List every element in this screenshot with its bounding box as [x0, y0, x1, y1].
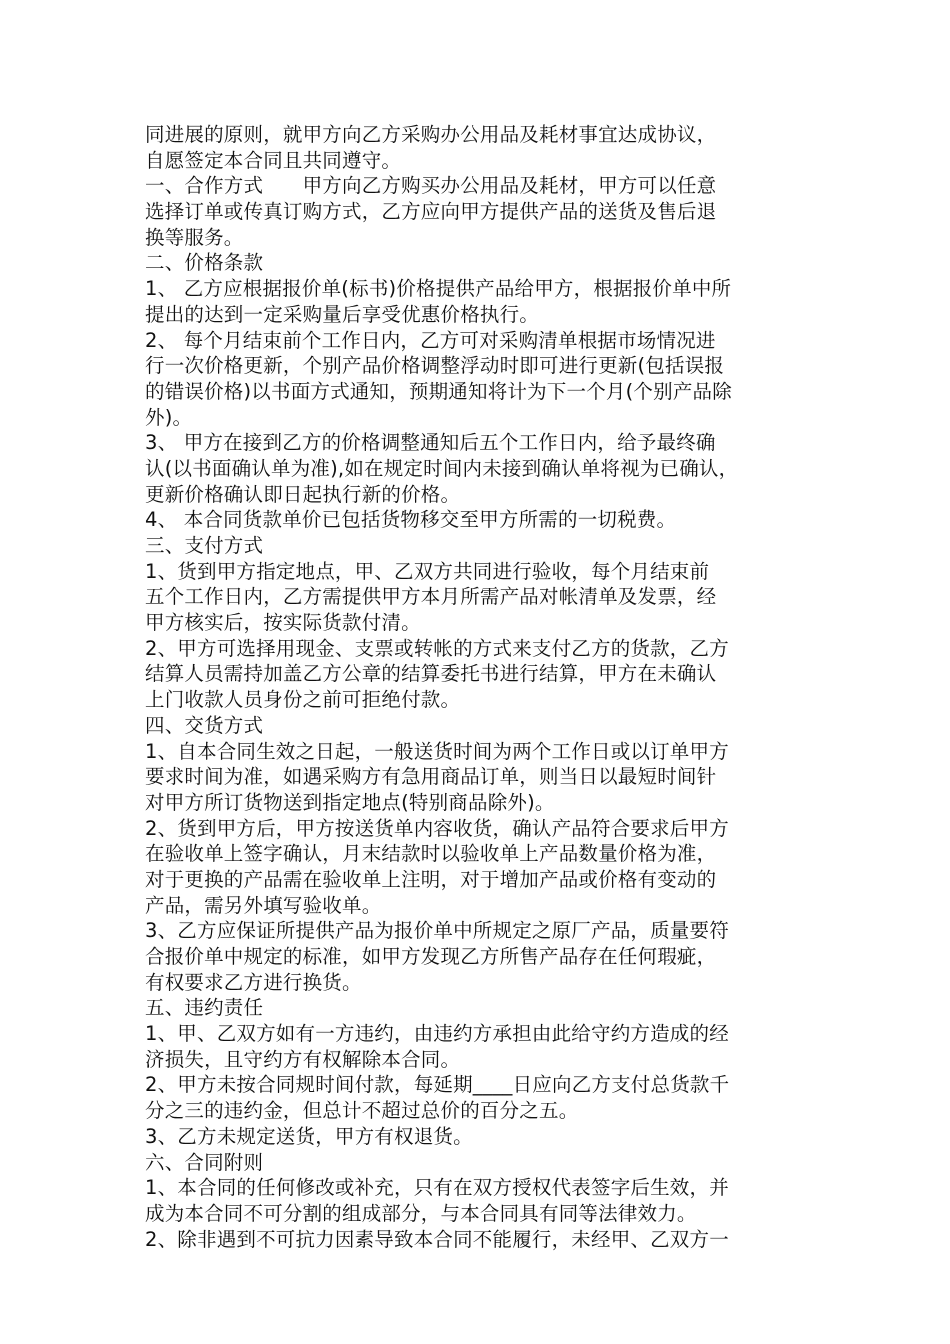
text-line: 1、甲、乙双方如有一方违约，由违约方承担由此给守约方造成的经	[145, 1022, 729, 1046]
text-line: 选择订单或传真订购方式，乙方应向甲方提供产品的送货及售后退	[145, 200, 717, 224]
text-line: 成为本合同不可分割的组成部分，与本合同具有同等法律效力。	[145, 1201, 697, 1225]
text-line: 自愿签定本合同且共同遵守。	[145, 148, 402, 172]
text-line: 2、货到甲方后，甲方按送货单内容收货，确认产品符合要求后甲方	[145, 816, 729, 840]
text-line: 的错误价格)以书面方式通知，预期通知将计为下一个月(个别产品除	[145, 379, 732, 403]
text-line: 行一次价格更新，个别产品价格调整浮动时即可进行更新(包括误报	[145, 354, 725, 378]
text-line: 分之三的违约金，但总计不超过总价的百分之五。	[145, 1099, 579, 1123]
text-line: 五个工作日内，乙方需提供甲方本月所需产品对帐清单及发票，经	[145, 585, 717, 609]
text-line: 1、 乙方应根据报价单(标书)价格提供产品给甲方，根据报价单中所	[145, 277, 732, 301]
text-line: 有权要求乙方进行换货。	[145, 970, 362, 994]
text-line: 4、 本合同货款单价已包括货物移交至甲方所需的一切税费。	[145, 508, 677, 532]
text-line: 在验收单上签字确认，月末结款时以验收单上产品数量价格为准，	[145, 842, 717, 866]
text-line: 1、本合同的任何修改或补充，只有在双方授权代表签字后生效，并	[145, 1176, 729, 1200]
text-line: 济损失，且守约方有权解除本合同。	[145, 1047, 461, 1071]
text-line: 同进展的原则，就甲方向乙方采购办公用品及耗材事宜达成协议，	[145, 123, 717, 146]
text-line: 要求时间为准，如遇采购方有急用商品订单，则当日以最短时间针	[145, 765, 717, 789]
text-line: 1、自本合同生效之日起，一般送货时间为两个工作日或以订单甲方	[145, 739, 729, 763]
section-heading-liability: 五、违约责任	[145, 996, 264, 1020]
text-line: 1、货到甲方指定地点，甲、乙双方共同进行验收，每个月结束前	[145, 559, 710, 583]
section-heading-payment: 三、支付方式	[145, 534, 264, 557]
contract-body-text	[145, 122, 815, 1252]
section-heading-cooperation: 一、合作方式 甲方向乙方购买办公用品及耗材，甲方可以任意	[145, 174, 717, 198]
text-line: 结算人员需持加盖乙方公章的结算委托书进行结算，甲方在未确认	[145, 662, 717, 686]
text-line: 上门收款人员身份之前可拒绝付款。	[145, 688, 461, 712]
text-line: 3、 甲方在接到乙方的价格调整通知后五个工作日内，给予最终确	[145, 431, 716, 455]
text-line: 合报价单中规定的标准，如甲方发现乙方所售产品存在任何瑕疵，	[145, 945, 717, 968]
text-line: 换等服务。	[145, 225, 244, 249]
section-heading-price: 二、价格条款	[145, 251, 264, 275]
text-line: 3、乙方未规定送货，甲方有权退货。	[145, 1124, 473, 1148]
text-line: 甲方核实后，按实际货款付清。	[145, 611, 421, 635]
text-line: 更新价格确认即日起执行新的价格。	[145, 482, 461, 506]
section-heading-supplementary: 六、合同附则	[145, 1150, 264, 1174]
text-line: 提出的达到一定采购量后享受优惠价格执行。	[145, 302, 540, 326]
text-line: 2、甲方未按合同规时间付款，每延期____日应向乙方支付总货款千	[145, 1073, 730, 1097]
text-line: 产品，需另外填写验收单。	[145, 893, 382, 917]
text-line: 认(以书面确认单为准),如在规定时间内未接到确认单将视为已确认，	[145, 456, 739, 480]
text-line: 2、 每个月结束前个工作日内，乙方可对采购清单根据市场情况进	[145, 328, 716, 352]
text-line: 2、甲方可选择用现金、支票或转帐的方式来支付乙方的货款，乙方	[145, 636, 729, 660]
text-line: 对于更换的产品需在验收单上注明，对于增加产品或价格有变动的	[145, 867, 717, 891]
section-heading-delivery: 四、交货方式	[145, 713, 264, 737]
text-line: 2、除非遇到不可抗力因素导致本合同不能履行，未经甲、乙双方一	[145, 1227, 729, 1251]
text-line: 外)。	[145, 405, 193, 429]
text-line: 对甲方所订货物送到指定地点(特别商品除外)。	[145, 790, 555, 814]
text-line: 3、乙方应保证所提供产品为报价单中所规定之原厂产品，质量要符	[145, 919, 729, 943]
